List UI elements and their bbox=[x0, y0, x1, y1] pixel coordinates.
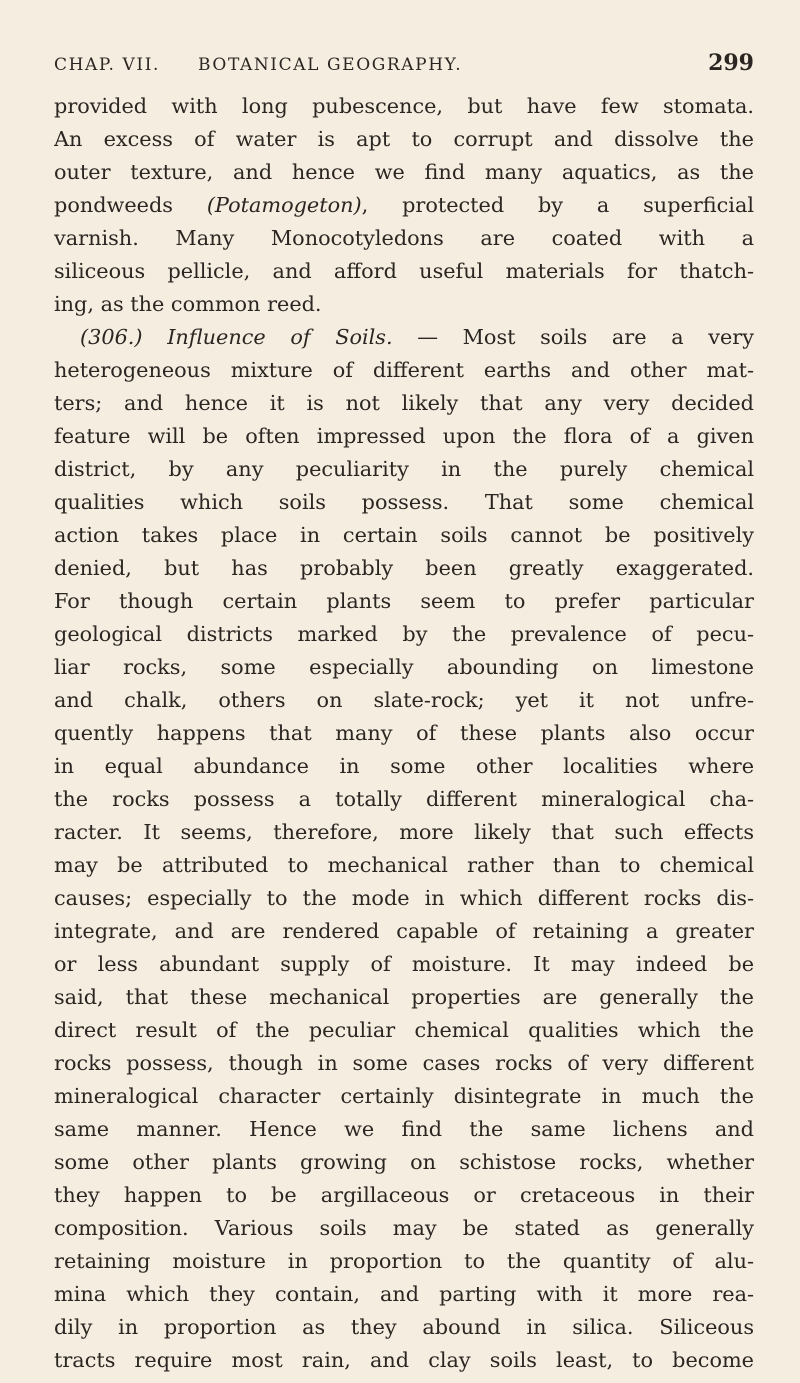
text-line: siliceous pellicle, and afford useful materials for thatch- bbox=[54, 259, 754, 283]
text-line: mina which they contain, and parting with it more rea- bbox=[54, 1282, 754, 1306]
text-line: ing, as the common reed. bbox=[54, 292, 322, 316]
text-line: feature will be often impressed upon the flora of a given bbox=[54, 424, 754, 448]
text-line: composition. Various soils may be stated as generally bbox=[54, 1216, 754, 1240]
text-line: some other plants growing on schistose rocks, whether bbox=[54, 1150, 754, 1174]
section-title: BOTANICAL GEOGRAPHY. bbox=[198, 55, 463, 75]
text-line: integrate, and are rendered capable of retaining a greater bbox=[54, 919, 754, 943]
text-line: For though certain plants seem to prefer particular bbox=[54, 589, 754, 613]
text-line: action takes place in certain soils cannot be positively bbox=[54, 523, 754, 547]
text-line: causes; especially to the mode in which different rocks dis- bbox=[54, 886, 754, 910]
book-page bbox=[54, 48, 754, 1372]
text-line: the rocks possess a totally different mineralogical cha- bbox=[54, 787, 754, 811]
text-line: district, by any peculiarity in the purely chemical bbox=[54, 457, 754, 481]
section-heading-line bbox=[54, 321, 754, 354]
text-segment: , protected by a superficial bbox=[361, 193, 754, 217]
text-line: qualities which soils possess. That some chemical bbox=[54, 490, 754, 514]
text-line: or less abundant supply of moisture. It may indeed be bbox=[54, 952, 754, 976]
text-segment: — Most soils are a very bbox=[392, 325, 754, 349]
text-line: retaining moisture in proportion to the quantity of alu- bbox=[54, 1249, 754, 1273]
text-line: varnish. Many Monocotyledons are coated with a bbox=[54, 226, 754, 250]
text-segment: pondweeds bbox=[54, 193, 173, 217]
text-line: in equal abundance in some other localities where bbox=[54, 754, 754, 778]
text-line: denied, but has probably been greatly exaggerated. bbox=[54, 556, 754, 580]
text-line: and chalk, others on slate-rock; yet it not unfre- bbox=[54, 688, 754, 712]
text-line: same manner. Hence we find the same lichens and bbox=[54, 1117, 754, 1141]
text-line: geological districts marked by the prevalence of pecu- bbox=[54, 622, 754, 646]
text-line: may be attributed to mechanical rather than to chemical bbox=[54, 853, 754, 877]
section-heading: Influence of Soils. bbox=[167, 325, 393, 349]
section-number: (306.) bbox=[80, 325, 143, 349]
text-line: said, that these mechanical properties are generally the bbox=[54, 985, 754, 1009]
body-text bbox=[54, 90, 754, 1377]
text-line: rocks possess, though in some cases rocks of very different bbox=[54, 1051, 754, 1075]
text-line: dily in proportion as they abound in silica. Siliceous bbox=[54, 1315, 754, 1339]
text-line: liar rocks, some especially abounding on limestone bbox=[54, 655, 754, 679]
text-line: racter. It seems, therefore, more likely that such effects bbox=[54, 820, 754, 844]
text-line: ters; and hence it is not likely that any very decided bbox=[54, 391, 754, 415]
chapter-label: CHAP. VII. bbox=[54, 55, 161, 75]
text-line bbox=[54, 189, 754, 222]
text-line: tracts require most rain, and clay soils least, to become bbox=[54, 1348, 754, 1372]
text-line: provided with long pubescence, but have few stomata. bbox=[54, 94, 754, 118]
taxon-name: (Potamogeton) bbox=[206, 193, 362, 217]
text-line: An excess of water is apt to corrupt and dissolve the bbox=[54, 127, 754, 151]
text-line: they happen to be argillaceous or cretaceous in their bbox=[54, 1183, 754, 1207]
page-number: 299 bbox=[708, 50, 754, 76]
running-head bbox=[54, 48, 754, 78]
text-line: outer texture, and hence we find many aquatics, as the bbox=[54, 160, 754, 184]
text-line: mineralogical character certainly disintegrate in much the bbox=[54, 1084, 754, 1108]
text-line: quently happens that many of these plants also occur bbox=[54, 721, 754, 745]
text-line: heterogeneous mixture of different earths and other mat- bbox=[54, 358, 754, 382]
text-line: direct result of the peculiar chemical qualities which the bbox=[54, 1018, 754, 1042]
